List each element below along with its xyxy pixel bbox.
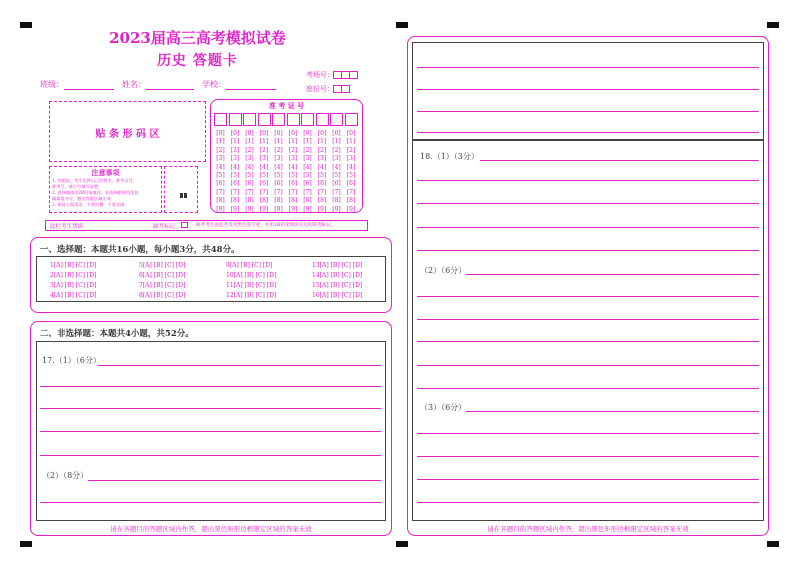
admission-digit-option[interactable]: [5] xyxy=(230,172,240,179)
mcq-number: 8 xyxy=(139,292,143,299)
mcq-options[interactable]: [A] [B] [C] [D] xyxy=(233,272,277,279)
subject-title: 历史 答题卡 xyxy=(157,53,238,69)
admission-digit-option[interactable]: [5] xyxy=(216,172,225,179)
admission-digit-option[interactable]: [5] xyxy=(274,172,283,179)
barcode-label: 贴 条 形 码 区 xyxy=(95,129,160,140)
answer-line[interactable] xyxy=(417,89,759,90)
admission-digit-option[interactable]: [9] xyxy=(274,205,283,213)
admission-digit-option[interactable]: [3] xyxy=(259,155,269,163)
mcq-number: 3 xyxy=(50,282,54,289)
mcq-options[interactable]: [A] [B] [C] [D] xyxy=(319,292,363,299)
admission-label: 准 考 证 号 xyxy=(268,101,305,110)
footer-note-right: 请在各题目的答题区域内作答，超出黑色矩形边框限定区域的答案无效 xyxy=(487,525,689,533)
mcq-question[interactable] xyxy=(312,262,362,269)
mcq-number: 15 xyxy=(312,282,320,289)
admission-digit-option[interactable]: [8] xyxy=(346,197,356,205)
answer-line[interactable] xyxy=(40,386,381,387)
mcq-question[interactable] xyxy=(226,282,276,289)
mcq-question[interactable] xyxy=(312,272,362,279)
mcq-options[interactable]: [A] [B] [C] [D] xyxy=(233,292,277,299)
admission-digit-option[interactable]: [6] xyxy=(216,180,225,188)
admission-digit-option[interactable]: [8] xyxy=(230,197,240,205)
notes-title: 注意事项 xyxy=(91,168,120,177)
admission-digit-option[interactable]: [4] xyxy=(274,163,283,171)
admission-digit-option[interactable]: [5] xyxy=(317,172,327,179)
mcq-options[interactable]: [A] [B] [C] [D] xyxy=(53,292,97,299)
admission-digit-option[interactable]: [6] xyxy=(303,180,312,188)
admission-digit-option[interactable]: [0] xyxy=(303,130,312,137)
admission-digit-option[interactable]: [6] xyxy=(230,180,240,188)
mcq-options[interactable]: [A] [B] [C] [D] xyxy=(53,262,97,269)
admission-digit-option[interactable]: [9] xyxy=(216,205,225,213)
notes-text: 1. 答题前，考生先将自己的姓名、准考证号、 准考号、座位号填写清楚。 2. 选择题使用2B铅笔填涂，非选择题使用黑色 碳素笔书写，超出答题区域无效。 3. 保持卡面清洁，不要折叠、不要弄破。 xyxy=(52,178,139,207)
school-field[interactable]: 学校： xyxy=(202,79,276,90)
admission-digit-box[interactable] xyxy=(301,113,314,126)
mcq-options[interactable]: [A] [B] [C] [D] xyxy=(319,262,363,269)
mcq-question[interactable] xyxy=(139,272,185,279)
admission-digit-option[interactable]: [4] xyxy=(216,163,225,171)
admission-digit-option[interactable]: [8] xyxy=(303,197,312,205)
admission-digit-option[interactable]: [9] xyxy=(317,205,327,213)
mcq-options[interactable]: [A] [B] [C] [D] xyxy=(142,282,186,289)
timing-mark xyxy=(396,22,408,28)
answer-line[interactable] xyxy=(417,67,759,68)
answer-line[interactable] xyxy=(417,502,759,503)
mcq-number: 9 xyxy=(226,262,230,269)
q17-part2-label: （2）（8分） xyxy=(42,471,89,480)
admission-digit-option[interactable]: [3] xyxy=(332,155,341,163)
admission-digit-option[interactable]: [7] xyxy=(317,188,327,196)
admission-digit-option[interactable]: [7] xyxy=(216,188,225,196)
mcq-number: 7 xyxy=(139,282,143,289)
absent-label: 此栏考生禁填 xyxy=(50,224,84,230)
admission-digit-option[interactable]: [1] xyxy=(303,138,312,146)
answer-line[interactable] xyxy=(417,365,759,366)
admission-digit-option[interactable]: [3] xyxy=(216,155,225,163)
answer-line[interactable] xyxy=(417,319,759,320)
timing-mark xyxy=(767,541,779,547)
answer-line[interactable] xyxy=(417,479,759,480)
mcq-question[interactable] xyxy=(226,292,276,299)
mcq-number: 2 xyxy=(50,272,54,279)
admission-digit-option[interactable]: [8] xyxy=(245,197,254,205)
absent-mark-label: 缺考标记 xyxy=(153,224,176,230)
mcq-options[interactable]: [A] [B] [C] [D] xyxy=(233,282,277,289)
answer-line[interactable] xyxy=(466,274,759,275)
exam-title: 2023届高三高考模拟试卷 xyxy=(109,29,286,47)
admission-digit-option[interactable]: [7] xyxy=(346,188,356,196)
section-2-title: 二、非选择题：本题共4小题，共52分。 xyxy=(40,329,194,339)
admission-digit-option[interactable]: [3] xyxy=(303,155,312,163)
admission-digit-option[interactable]: [6] xyxy=(274,180,283,188)
admission-digit-option[interactable]: [6] xyxy=(317,180,327,188)
admission-digit-option[interactable]: [4] xyxy=(346,163,356,171)
admission-digit-option[interactable]: [6] xyxy=(259,180,269,188)
admission-digit-option[interactable]: [2] xyxy=(216,146,225,154)
mcq-number: 11 xyxy=(226,282,234,289)
admission-digit-option[interactable]: [0] xyxy=(317,130,327,137)
admission-digit-option[interactable]: [1] xyxy=(332,138,341,146)
mcq-number: 13 xyxy=(312,262,320,269)
admission-digit-option[interactable]: [8] xyxy=(332,197,341,205)
admission-digit-option[interactable]: [1] xyxy=(216,138,225,146)
name-field[interactable]: 姓名： xyxy=(122,79,194,90)
admission-digit-option[interactable]: [2] xyxy=(230,146,240,154)
admission-digit-option[interactable]: [7] xyxy=(274,188,283,196)
answer-line[interactable] xyxy=(417,341,759,342)
mcq-options[interactable]: [A] [B] [C] [D] xyxy=(229,262,273,269)
mcq-options[interactable]: [A] [B] [C] [D] xyxy=(53,282,97,289)
admission-digit-option[interactable]: [6] xyxy=(346,180,356,188)
admission-digit-box[interactable] xyxy=(316,113,329,126)
admission-digit-box[interactable] xyxy=(258,113,271,126)
fill-example-mark xyxy=(180,193,183,198)
mcq-number: 1 xyxy=(50,262,54,269)
answer-line[interactable] xyxy=(466,411,759,412)
admission-digit-option[interactable]: [4] xyxy=(230,163,240,171)
admission-digit-option[interactable]: [2] xyxy=(245,146,254,154)
admission-digit-box[interactable] xyxy=(287,113,300,126)
admission-digit-option[interactable]: [0] xyxy=(274,130,283,137)
mcq-question[interactable] xyxy=(312,282,362,289)
admission-digit-option[interactable]: [8] xyxy=(317,197,327,205)
admission-digit-option[interactable]: [1] xyxy=(245,138,254,146)
fill-example-mark xyxy=(184,193,187,198)
admission-digit-option[interactable]: [6] xyxy=(245,180,254,188)
fill-example-box xyxy=(164,166,198,213)
admission-digit-option[interactable]: [4] xyxy=(317,163,327,171)
mcq-number: 4 xyxy=(50,292,54,299)
timing-mark xyxy=(767,22,779,28)
q18-part2-label: （2）（6分） xyxy=(420,266,467,275)
answer-box-continued xyxy=(412,42,764,140)
timing-mark xyxy=(20,541,32,547)
answer-line[interactable] xyxy=(40,502,381,503)
answer-line[interactable] xyxy=(417,180,759,181)
admission-digit-option[interactable]: [1] xyxy=(230,138,240,146)
admission-digit-option[interactable]: [9] xyxy=(303,205,312,213)
admission-digit-option[interactable]: [3] xyxy=(317,155,327,163)
exam-room-field[interactable]: 考场号： xyxy=(306,70,358,80)
admission-digit-option[interactable]: [6] xyxy=(332,180,341,188)
admission-digit-option[interactable]: [7] xyxy=(230,188,240,196)
mcq-question[interactable] xyxy=(226,272,276,279)
admission-digit-option[interactable]: [2] xyxy=(317,146,327,154)
absent-desc: 缺考考生由监考员用黑色签字笔，并用2B铅笔填涂左边的缺考标记。 xyxy=(196,223,336,228)
admission-digit-option[interactable]: [2] xyxy=(274,146,283,154)
admission-digit-option[interactable]: [2] xyxy=(259,146,269,154)
admission-digit-box[interactable] xyxy=(272,113,285,126)
admission-digit-option[interactable]: [0] xyxy=(259,130,269,137)
q18-part3-label: （3）（6分） xyxy=(420,403,467,412)
admission-digit-option[interactable]: [2] xyxy=(288,146,298,154)
admission-digit-option[interactable]: [1] xyxy=(288,138,298,146)
answer-line[interactable] xyxy=(417,111,759,112)
answer-line[interactable] xyxy=(417,296,759,297)
mcq-options[interactable]: [A] [B] [C] [D] xyxy=(319,282,363,289)
admission-digit-option[interactable]: [9] xyxy=(259,205,269,213)
admission-digit-option[interactable]: [8] xyxy=(259,197,269,205)
answer-line[interactable] xyxy=(40,408,381,409)
mcq-question[interactable] xyxy=(50,282,96,289)
mcq-options[interactable]: [A] [B] [C] [D] xyxy=(142,262,186,269)
mcq-options[interactable]: [A] [B] [C] [D] xyxy=(142,292,186,299)
absent-mark-box[interactable] xyxy=(181,222,188,228)
mcq-question[interactable] xyxy=(50,292,96,299)
mcq-options[interactable]: [A] [B] [C] [D] xyxy=(319,272,363,279)
admission-digit-option[interactable]: [6] xyxy=(288,180,298,188)
admission-digit-option[interactable]: [5] xyxy=(288,172,298,179)
admission-digit-option[interactable]: [0] xyxy=(346,130,356,137)
admission-digit-option[interactable]: [7] xyxy=(245,188,254,196)
q18-part1-label: 18.（1）（3分） xyxy=(420,152,479,161)
admission-digit-option[interactable]: [8] xyxy=(288,197,298,205)
answer-line[interactable] xyxy=(40,431,381,432)
admission-digit-option[interactable]: [4] xyxy=(303,163,312,171)
answer-box-18 xyxy=(412,140,764,521)
admission-digit-option[interactable]: [0] xyxy=(288,130,298,137)
admission-digit-option[interactable]: [9] xyxy=(288,205,298,213)
admission-digit-option[interactable]: [0] xyxy=(230,130,240,137)
mcq-options[interactable]: [A] [B] [C] [D] xyxy=(53,272,97,279)
mcq-question[interactable] xyxy=(139,282,185,289)
mcq-number: 10 xyxy=(226,272,234,279)
class-field[interactable]: 班级： xyxy=(40,79,114,90)
answer-line[interactable] xyxy=(417,132,759,133)
admission-digit-option[interactable]: [7] xyxy=(332,188,341,196)
admission-digit-option[interactable]: [4] xyxy=(245,163,254,171)
admission-digit-box[interactable] xyxy=(214,113,227,126)
footer-note-left: 请在各题目的答题区域内作答，超出黑色矩形边框限定区域的答案无效 xyxy=(110,525,312,533)
admission-digit-box[interactable] xyxy=(243,113,256,126)
admission-digit-option[interactable]: [9] xyxy=(245,205,254,213)
admission-digit-option[interactable]: [5] xyxy=(259,172,269,179)
admission-digit-option[interactable]: [1] xyxy=(317,138,327,146)
answer-line[interactable] xyxy=(417,227,759,228)
timing-mark xyxy=(396,541,408,547)
admission-digit-option[interactable]: [2] xyxy=(346,146,356,154)
admission-digit-option[interactable]: [5] xyxy=(332,172,341,179)
answer-line[interactable] xyxy=(417,388,759,389)
mcq-number: 12 xyxy=(226,292,234,299)
admission-digit-option[interactable]: [7] xyxy=(259,188,269,196)
admission-digit-box[interactable] xyxy=(345,113,358,126)
admission-digit-option[interactable]: [9] xyxy=(332,205,341,213)
answer-line[interactable] xyxy=(417,433,759,434)
admission-digit-option[interactable]: [7] xyxy=(303,188,312,196)
admission-digit-option[interactable]: [5] xyxy=(245,172,254,179)
admission-digit-option[interactable]: [0] xyxy=(332,130,341,137)
admission-digit-option[interactable]: [2] xyxy=(303,146,312,154)
answer-line[interactable] xyxy=(88,480,381,481)
answer-line[interactable] xyxy=(417,250,759,251)
admission-digit-option[interactable]: [0] xyxy=(245,130,254,137)
admission-digit-option[interactable]: [3] xyxy=(230,155,240,163)
admission-digit-option[interactable]: [3] xyxy=(274,155,283,163)
mcq-number: 14 xyxy=(312,272,320,279)
admission-digit-box[interactable] xyxy=(229,113,242,126)
seat-field[interactable]: 座位号： xyxy=(306,84,350,94)
admission-digit-option[interactable]: [3] xyxy=(346,155,356,163)
answer-line[interactable] xyxy=(417,456,759,457)
mcq-number: 6 xyxy=(139,272,143,279)
admission-digit-option[interactable]: [3] xyxy=(288,155,298,163)
admission-digit-option[interactable]: [1] xyxy=(259,138,269,146)
admission-digit-option[interactable]: [1] xyxy=(346,138,356,146)
admission-digit-option[interactable]: [0] xyxy=(216,130,225,137)
admission-digit-option[interactable]: [8] xyxy=(216,197,225,205)
answer-line[interactable] xyxy=(40,455,381,456)
mcq-question[interactable] xyxy=(139,262,185,269)
answer-line[interactable] xyxy=(98,365,381,366)
mcq-number: 5 xyxy=(139,262,143,269)
admission-digit-option[interactable]: [9] xyxy=(230,205,240,213)
admission-digit-option[interactable]: [5] xyxy=(303,172,312,179)
admission-digit-option[interactable]: [1] xyxy=(274,138,283,146)
answer-line[interactable] xyxy=(417,203,759,204)
admission-digit-option[interactable]: [7] xyxy=(288,188,298,196)
mcq-question[interactable] xyxy=(312,292,362,299)
admission-digit-option[interactable]: [4] xyxy=(288,163,298,171)
admission-digit-option[interactable]: [4] xyxy=(332,163,341,171)
admission-digit-option[interactable]: [9] xyxy=(346,205,356,213)
q17-part1-label: 17.（1）（6分） xyxy=(42,356,101,365)
section-1-title: 一、选择题：本题共16小题，每小题3分，共48分。 xyxy=(40,245,240,255)
mcq-question[interactable] xyxy=(50,262,96,269)
mcq-question[interactable] xyxy=(226,262,272,269)
admission-digit-option[interactable]: [5] xyxy=(346,172,356,179)
admission-digit-option[interactable]: [3] xyxy=(245,155,254,163)
admission-digit-box[interactable] xyxy=(330,113,343,126)
mcq-question[interactable] xyxy=(50,272,96,279)
answer-line[interactable] xyxy=(480,160,759,161)
mcq-number: 16 xyxy=(312,292,320,299)
mcq-question[interactable] xyxy=(139,292,185,299)
admission-digit-option[interactable]: [4] xyxy=(259,163,269,171)
mcq-options[interactable]: [A] [B] [C] [D] xyxy=(142,272,186,279)
admission-digit-option[interactable]: [8] xyxy=(274,197,283,205)
admission-digit-option[interactable]: [2] xyxy=(332,146,341,154)
